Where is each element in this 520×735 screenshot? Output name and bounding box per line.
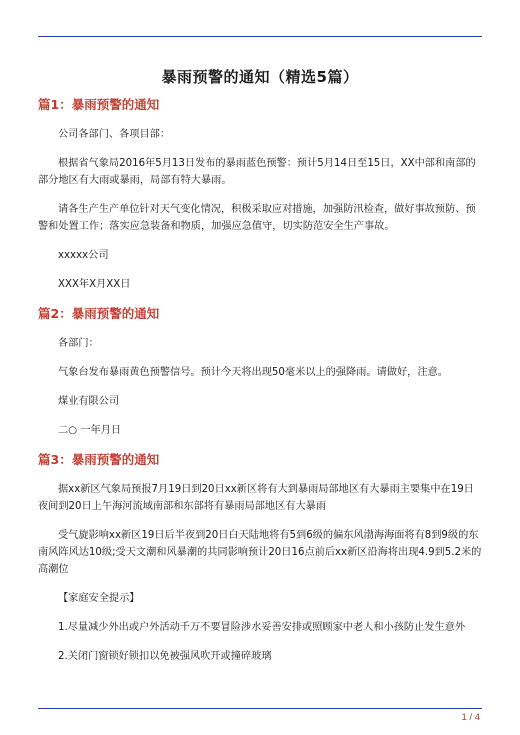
section-heading-2: 篇2：暴雨预警的通知 <box>38 306 160 321</box>
document-body <box>38 96 482 677</box>
paragraph: 二○ 一年月日 <box>58 425 122 436</box>
paragraph: 请各生产生产单位针对天气变化情况，积极采取应对措施，加强防汛检查，做好事故预防、预警和处置工作；落实应急装备和物质，加强应急值守，切实防范安全生产事故。 <box>38 204 476 232</box>
paragraph: 1.尽量减少外出或户外活动千万不要冒险涉水妥善安排或照顾家中老人和小孩防止发生意外 <box>58 622 466 633</box>
page-indicator: 1 / 4 <box>461 712 480 723</box>
footer-rule <box>38 708 482 709</box>
paragraph: 根据省气象局2016年5月13日发布的暴雨蓝色预警：预计5月14日至15日，XX中部和南部的部分地区有大雨或暴雨，局部有特大暴雨。 <box>38 158 476 186</box>
paragraph: xxxxx公司 <box>58 250 109 261</box>
paragraph: XXX年X月XX日 <box>58 279 131 290</box>
header-rule <box>38 36 482 37</box>
section-heading-3: 篇3：暴雨预警的通知 <box>38 452 160 467</box>
section-heading-1: 篇1：暴雨预警的通知 <box>38 97 160 112</box>
paragraph: 【家庭安全提示】 <box>58 593 140 604</box>
paragraph: 公司各部门、各项目部： <box>58 129 171 140</box>
paragraph: 气象台发布暴雨黄色预警信号。预计今天将出现50毫米以上的强降雨。请做好，注意。 <box>58 367 448 378</box>
paragraph: 受气旋影响xx新区19日后半夜到20日白天陆地将有5到6级的偏东风渤海海面将有8到9级的东南风阵风达10级;受天文潮和风暴潮的共同影响预计20日16点前后xx新区沿海将出现4.9到5.2米的高潮位 <box>38 530 482 575</box>
paragraph: 据xx新区气象局预报7月19日到20日xx新区将有大到暴雨局部地区有大暴雨主要集中在19日夜间到20日上午海河流域南部和东部将有暴雨局部地区有大暴雨 <box>38 484 474 512</box>
paragraph: 煤业有限公司 <box>58 396 120 407</box>
paragraph: 2.关闭门窗锁好锁扣以免被强风吹开或撞碎玻璃 <box>58 651 272 662</box>
document-title: 暴雨预警的通知（精选5篇） <box>161 68 359 86</box>
paragraph: 各部门： <box>58 338 99 349</box>
